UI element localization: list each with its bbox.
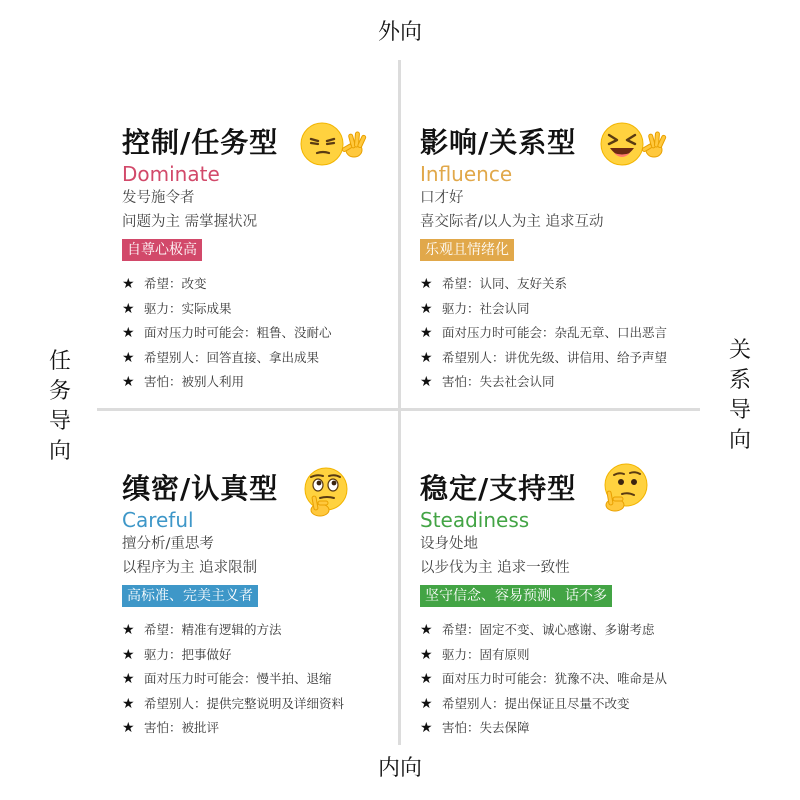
star-icon: ★ (420, 374, 433, 390)
list-item (122, 618, 412, 643)
star-icon: ★ (420, 646, 433, 663)
quadrant-trait: 以程序为主 追求限制 (122, 560, 258, 576)
quadrant-title: 影响/关系型 (420, 126, 577, 159)
star-icon: ★ (122, 276, 135, 292)
quadrant-trait: 问题为主 需掌握状况 (122, 214, 258, 230)
star-icon: ★ (122, 374, 135, 390)
star-icon: ★ (420, 695, 433, 712)
quadrant-influence (420, 124, 710, 395)
bullet-list (122, 272, 412, 395)
bullet-text: 面对压力时可能会：粗鲁、没耐心 (144, 325, 332, 340)
bullet-text: 面对压力时可能会：杂乱无章、口出恶言 (442, 325, 668, 340)
bullet-text: 害怕：被批评 (144, 720, 220, 735)
list-item (122, 297, 412, 322)
list-item (420, 297, 710, 322)
star-icon: ★ (420, 349, 433, 366)
star-icon: ★ (122, 671, 135, 687)
list-item (420, 272, 710, 297)
quadrant-careful (122, 470, 412, 741)
bullet-text: 害怕：被别人利用 (144, 374, 245, 389)
list-item (420, 370, 710, 395)
star-icon: ★ (420, 300, 433, 317)
list-item (122, 370, 412, 395)
bullet-text: 害怕：失去保障 (442, 720, 530, 735)
quadrant-trait: 发号施令者 (122, 190, 195, 206)
quadrant-trait: 设身处地 (420, 536, 478, 552)
list-item (122, 643, 412, 668)
bullet-text: 驱力：实际成果 (144, 300, 232, 316)
axis-label-bottom: 内向 (377, 756, 422, 781)
star-icon: ★ (122, 720, 135, 736)
laughing-face-waving-hand-icon (598, 120, 674, 172)
list-item (420, 346, 710, 371)
star-icon: ★ (122, 646, 135, 663)
axis-label-right: 关系导向 (728, 338, 751, 453)
quadrant-trait: 擅分析/重思考 (122, 536, 214, 552)
pondering-face-icon (594, 462, 670, 514)
star-icon: ★ (122, 325, 135, 341)
star-icon: ★ (420, 720, 433, 736)
list-item (122, 346, 412, 371)
quadrant-title: 缜密/认真型 (122, 472, 279, 505)
star-icon: ★ (122, 622, 135, 638)
quadrant-trait: 以步伐为主 追求一致性 (420, 560, 570, 576)
bullet-text: 驱力：把事做好 (144, 646, 232, 662)
bullet-text: 面对压力时可能会：慢半拍、退缩 (144, 671, 332, 686)
quadrant-english-name: Careful (122, 508, 194, 532)
bullet-text: 希望：固定不变、诚心感谢、多谢考虑 (442, 622, 655, 637)
star-icon: ★ (420, 671, 433, 687)
quadrant-tag: 高标准、完美主义者 (122, 585, 258, 607)
bullet-text: 希望：精准有逻辑的方法 (144, 622, 282, 637)
quadrant-dominate (122, 124, 412, 395)
quadrant-english-name: Influence (420, 162, 513, 186)
star-icon: ★ (420, 622, 433, 638)
list-item (420, 692, 710, 717)
list-item (420, 667, 710, 692)
axis-label-top: 外向 (377, 20, 422, 45)
list-item (420, 321, 710, 346)
bullet-text: 希望别人：提出保证且尽量不改变 (442, 695, 630, 711)
list-item (122, 692, 412, 717)
list-item (122, 667, 412, 692)
quadrant-tag: 自尊心极高 (122, 239, 202, 261)
bullet-text: 面对压力时可能会：犹豫不决、唯命是从 (442, 671, 668, 686)
bullet-text: 驱力：社会认同 (442, 300, 530, 316)
smirk-face-waving-hand-icon (298, 120, 374, 172)
quadrant-english-name: Steadiness (420, 508, 530, 532)
bullet-text: 害怕：失去社会认同 (442, 374, 555, 389)
bullet-text: 希望：认同、友好关系 (442, 276, 568, 291)
list-item (122, 716, 412, 741)
star-icon: ★ (122, 349, 135, 366)
star-icon: ★ (420, 325, 433, 341)
axis-label-left: 任务导向 (48, 349, 71, 464)
list-item (122, 272, 412, 297)
star-icon: ★ (122, 300, 135, 317)
bullet-list (420, 618, 710, 741)
list-item (420, 643, 710, 668)
quadrant-title: 稳定/支持型 (420, 472, 577, 505)
quadrant-trait: 口才好 (420, 190, 464, 206)
bullet-text: 驱力：固有原则 (442, 646, 530, 662)
quadrant-tag: 乐观且情绪化 (420, 239, 514, 261)
quadrant-tag: 坚守信念、容易预测、话不多 (420, 585, 612, 607)
list-item (122, 321, 412, 346)
quadrant-steadiness (420, 470, 710, 741)
bullet-list (420, 272, 710, 395)
bullet-text: 希望别人：提供完整说明及详细资料 (144, 695, 345, 711)
quadrant-trait: 喜交际者/以人为主 追求互动 (420, 214, 604, 230)
bullet-text: 希望别人：讲优先级、讲信用、给予声望 (442, 349, 668, 365)
bullet-list (122, 618, 412, 741)
quadrant-title: 控制/任务型 (122, 126, 279, 159)
list-item (420, 618, 710, 643)
quadrant-english-name: Dominate (122, 162, 220, 186)
horizontal-axis-line (97, 408, 700, 411)
bullet-text: 希望别人：回答直接、拿出成果 (144, 349, 320, 365)
star-icon: ★ (420, 276, 433, 292)
thinking-face-icon (296, 466, 372, 518)
star-icon: ★ (122, 695, 135, 712)
bullet-text: 希望：改变 (144, 276, 207, 291)
list-item (420, 716, 710, 741)
